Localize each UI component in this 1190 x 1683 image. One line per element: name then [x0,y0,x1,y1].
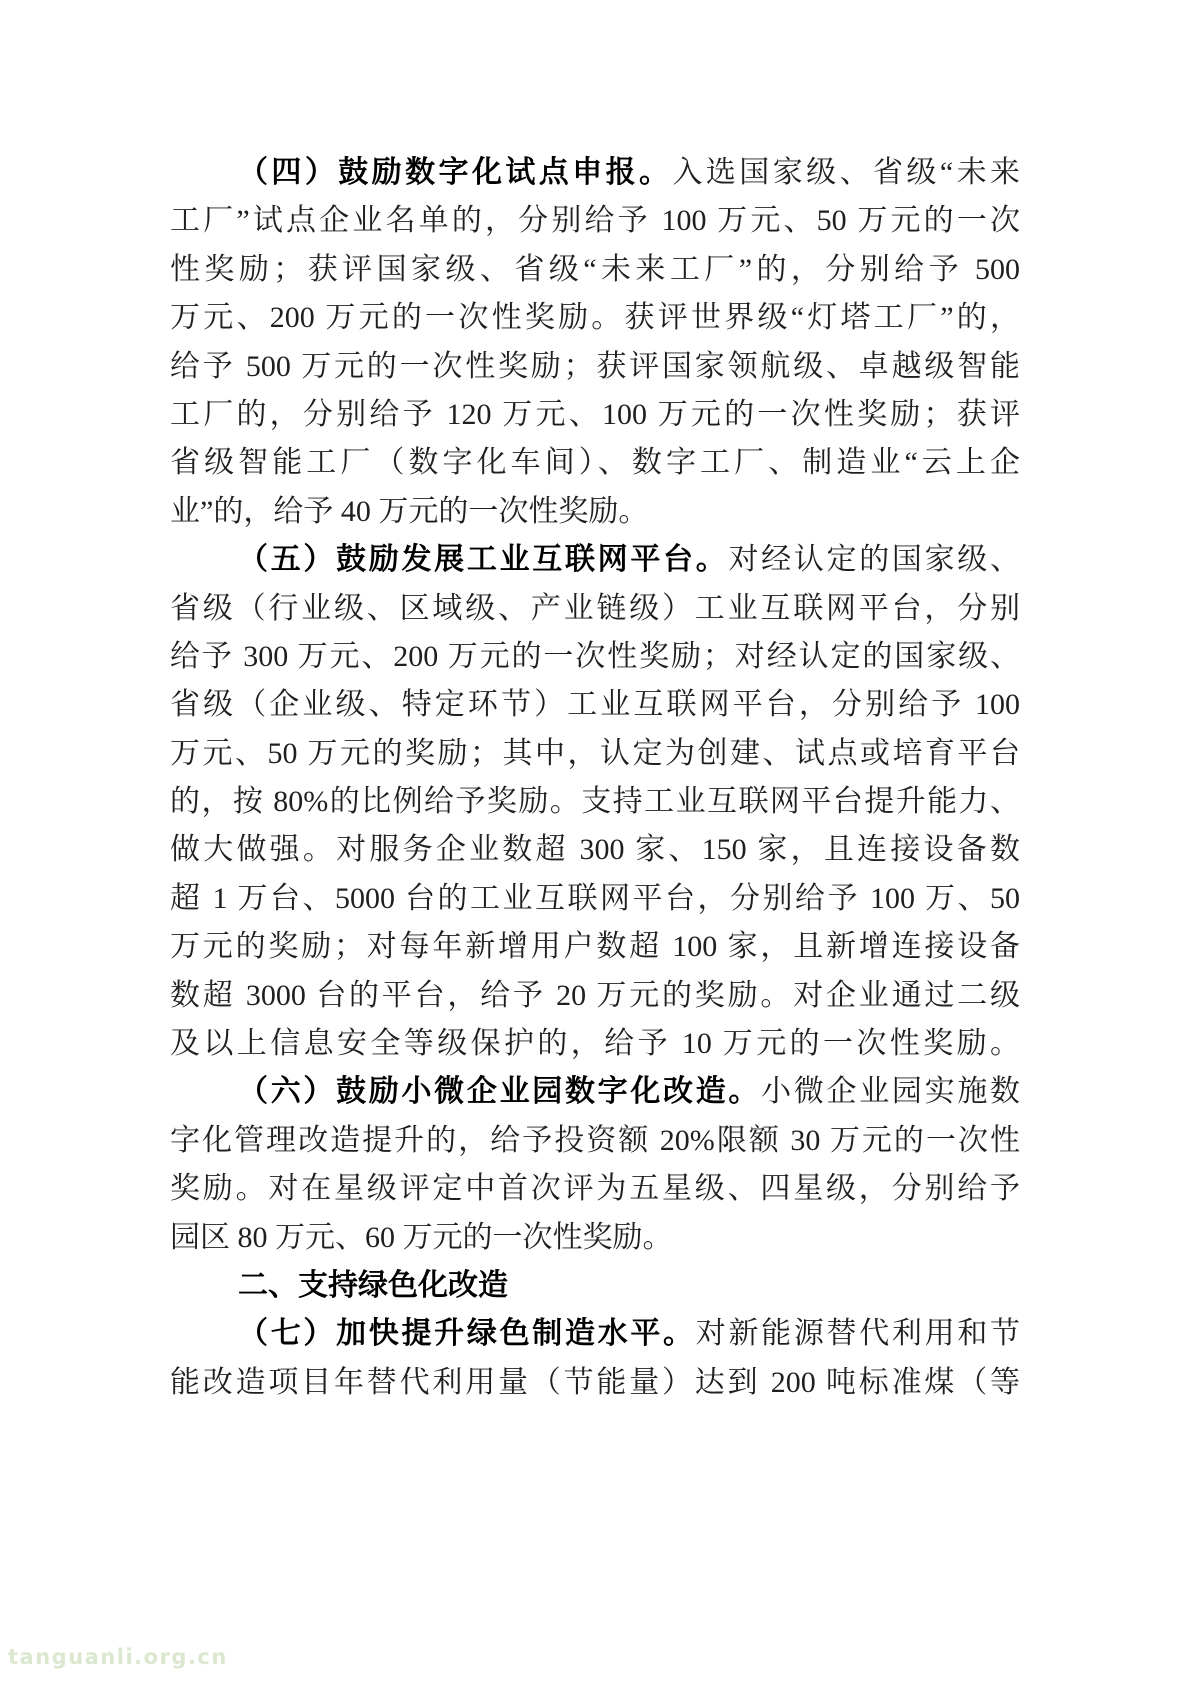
section-heading-text: 二、支持绿色化改造 [238,1268,508,1302]
body-text: 的，按 80%的比例给予奖励。支持工业互联网平台提升能力、 [170,785,1020,819]
body-text: 及以上信息安全等级保护的，给予 10 万元的一次性奖励。 [170,1027,1020,1061]
document-line [170,1214,1020,1262]
document-line [170,149,1020,197]
document-line [170,1068,1020,1116]
body-text: 万元的奖励；对每年新增用户数超 100 家，且新增连接设备 [170,930,1020,964]
document-line [170,197,1020,245]
body-text: 能改造项目年替代利用量（节能量）达到 200 吨标准煤（等 [170,1365,1020,1399]
body-text: 性奖励；获评国家级、省级“未来工厂”的，分别给予 500 [170,252,1020,286]
body-text: 入选国家级、省级“未来 [672,156,1020,189]
document-line [170,826,1020,874]
document-line [170,730,1020,778]
body-text: 做大做强。对服务企业数超 300 家、150 家，且连接设备数 [170,833,1020,867]
body-text: 数超 3000 台的平台，给予 20 万元的奖励。对企业通过二级 [170,978,1020,1012]
document-line [170,1117,1020,1165]
document-line [170,1310,1020,1358]
document-body [170,149,1020,1407]
document-line [170,923,1020,971]
body-text: 给予 300 万元、200 万元的一次性奖励；对经认定的国家级、 [170,639,1020,673]
document-line [170,1020,1020,1068]
document-line [170,875,1020,923]
document-line [170,294,1020,342]
document-line [170,1262,1020,1310]
body-text: 对经认定的国家级、 [728,543,1020,577]
body-text: 万元、200 万元的一次性奖励。获评世界级“灯塔工厂”的， [170,301,1020,335]
body-text: 小微企业园实施数 [761,1075,1020,1109]
body-text: 对新能源替代利用和节 [695,1317,1020,1351]
body-text: 省级（企业级、特定环节）工业互联网平台，分别给予 100 [170,688,1020,722]
body-text: 超 1 万台、5000 台的工业互联网平台，分别给予 100 万、50 [170,881,1020,915]
document-line [170,778,1020,826]
section-heading-text: （六）鼓励小微企业园数字化改造。 [238,1075,762,1109]
body-text: 工厂”试点企业名单的，分别给予 100 万元、50 万元的一次 [170,204,1020,238]
body-text: 园区 80 万元、60 万元的一次性奖励。 [170,1220,673,1254]
document-line [170,972,1020,1020]
body-text: 工厂的，分别给予 120 万元、100 万元的一次性奖励；获评 [170,397,1020,431]
body-text: 字化管理改造提升的，给予投资额 20%限额 30 万元的一次性 [170,1123,1020,1157]
document-line [170,681,1020,729]
body-text: 奖励。对在星级评定中首次评为五星级、四星级，分别给予 [170,1172,1020,1206]
body-text: 省级智能工厂（数字化车间）、数字工厂、制造业“云上企 [170,446,1020,480]
document-line [170,585,1020,633]
document-line [170,246,1020,294]
site-watermark: tanguanli.org.cn [8,1645,228,1669]
document-line [170,633,1020,681]
section-heading-text: （七）加快提升绿色制造水平。 [238,1317,696,1351]
document-line [170,391,1020,439]
document-line [170,488,1020,536]
section-heading-text: （四）鼓励数字化试点申报。 [238,156,673,189]
document-line [170,1359,1020,1407]
body-text: 省级（行业级、区域级、产业链级）工业互联网平台，分别 [170,591,1020,625]
document-line [170,343,1020,391]
body-text: 万元、50 万元的奖励；其中，认定为创建、试点或培育平台 [170,736,1020,770]
section-heading-text: （五）鼓励发展工业互联网平台。 [238,543,729,577]
body-text: 给予 500 万元的一次性奖励；获评国家领航级、卓越级智能 [170,349,1020,383]
body-text: 业”的，给予 40 万元的一次性奖励。 [170,494,649,528]
document-line [170,536,1020,584]
document-line [170,1165,1020,1213]
document-line [170,439,1020,487]
